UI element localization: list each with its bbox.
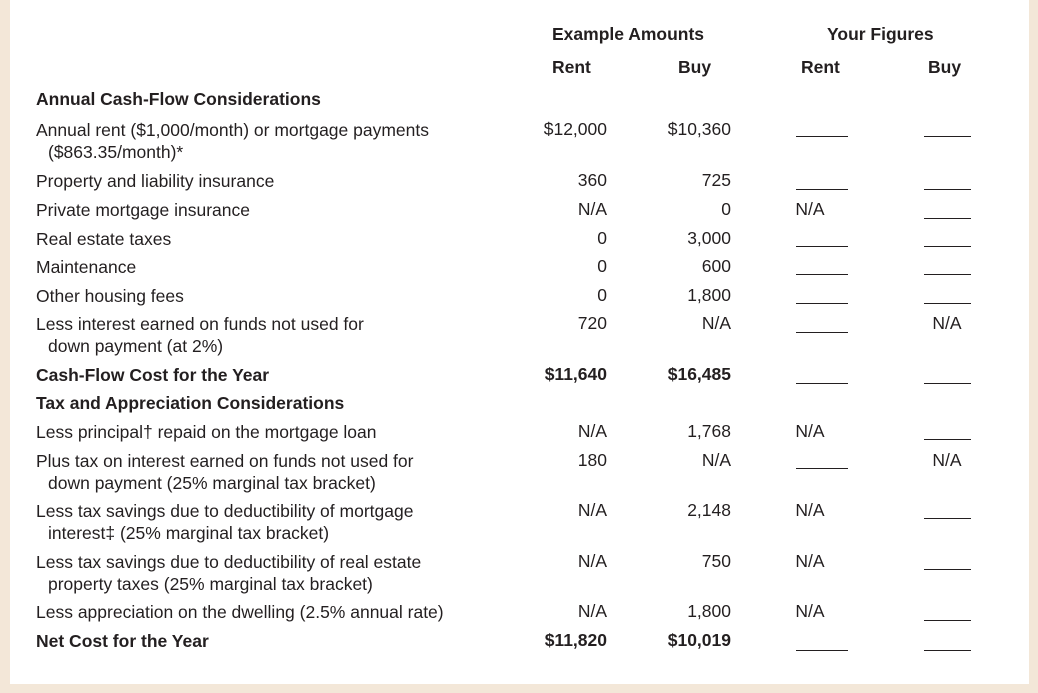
- example-rent-value: 0: [597, 256, 607, 276]
- your-rent-blank[interactable]: [796, 383, 848, 384]
- row-label: Plus tax on interest earned on funds not used for: [36, 451, 414, 471]
- your-buy-value: N/A: [932, 313, 962, 333]
- your-buy-blank[interactable]: [924, 650, 971, 651]
- cash-flow-cost-label: Cash-Flow Cost for the Year: [36, 365, 270, 385]
- your-rent-value: N/A: [795, 500, 825, 520]
- your-rent-value: N/A: [795, 551, 825, 571]
- your-rent-blank[interactable]: [796, 246, 848, 247]
- example-rent-value: N/A: [577, 500, 607, 520]
- your-buy-blank[interactable]: [924, 303, 971, 304]
- your-buy-value: N/A: [932, 450, 962, 470]
- your-buy-blank[interactable]: [924, 620, 971, 621]
- row-label: Real estate taxes: [36, 229, 172, 249]
- example-buy-value: 600: [701, 256, 731, 276]
- example-buy-net: $10,019: [667, 630, 731, 650]
- net-cost-label: Net Cost for the Year: [36, 631, 209, 651]
- row-label-cont: down payment (25% marginal tax bracket): [48, 473, 376, 493]
- header-example-buy: Buy: [678, 57, 712, 77]
- example-rent-value: $12,000: [543, 119, 607, 139]
- example-rent-total: $11,640: [544, 364, 607, 384]
- section-tax-heading: Tax and Appreciation Considerations: [36, 393, 345, 413]
- your-rent-blank[interactable]: [796, 468, 848, 469]
- example-buy-value: 0: [721, 199, 731, 219]
- your-buy-blank[interactable]: [924, 518, 971, 519]
- example-buy-value: 1,768: [687, 421, 731, 441]
- your-rent-blank[interactable]: [796, 189, 848, 190]
- row-label: Maintenance: [36, 257, 137, 277]
- row-label-cont: property taxes (25% marginal tax bracket): [48, 574, 373, 594]
- example-buy-total: $16,485: [667, 364, 731, 384]
- your-rent-blank[interactable]: [796, 136, 848, 137]
- example-buy-value: $10,360: [667, 119, 731, 139]
- row-label-cont: interest‡ (25% marginal tax bracket): [48, 523, 330, 543]
- example-buy-value: 1,800: [687, 285, 731, 305]
- row-label: Annual rent ($1,000/month) or mortgage payments: [36, 120, 429, 140]
- example-buy-value: N/A: [701, 313, 731, 333]
- your-rent-blank[interactable]: [796, 274, 848, 275]
- your-rent-value: N/A: [795, 199, 825, 219]
- example-rent-value: 720: [577, 313, 607, 333]
- example-buy-value: 725: [701, 170, 731, 190]
- row-label-cont: ($863.35/month)*: [48, 142, 184, 162]
- row-label: Less tax savings due to deductibility of real estate: [36, 552, 422, 572]
- your-buy-blank[interactable]: [924, 246, 971, 247]
- header-your-figures: Your Figures: [827, 24, 934, 44]
- example-rent-value: N/A: [577, 601, 607, 621]
- row-label: Other housing fees: [36, 286, 184, 306]
- header-example-rent: Rent: [552, 57, 591, 77]
- your-buy-blank[interactable]: [924, 383, 971, 384]
- example-buy-value: 750: [701, 551, 731, 571]
- your-buy-blank[interactable]: [924, 218, 971, 219]
- example-buy-value: 2,148: [687, 500, 731, 520]
- header-your-rent: Rent: [801, 57, 840, 77]
- example-rent-net: $11,820: [544, 630, 607, 650]
- your-rent-blank[interactable]: [796, 650, 848, 651]
- row-label: Property and liability insurance: [36, 171, 275, 191]
- row-label: Less tax savings due to deductibility of mortgage: [36, 501, 414, 521]
- row-label: Less appreciation on the dwelling (2.5% annual rate): [36, 602, 444, 622]
- your-rent-value: N/A: [795, 601, 825, 621]
- row-label: Less principal† repaid on the mortgage loan: [36, 422, 377, 442]
- example-rent-value: 0: [597, 228, 607, 248]
- your-buy-blank[interactable]: [924, 274, 971, 275]
- header-example-amounts: Example Amounts: [552, 24, 705, 44]
- your-rent-value: N/A: [795, 421, 825, 441]
- your-buy-blank[interactable]: [924, 136, 971, 137]
- section-cash-flow-heading: Annual Cash-Flow Considerations: [36, 89, 321, 109]
- your-buy-blank[interactable]: [924, 439, 971, 440]
- row-label-cont: down payment (at 2%): [48, 336, 224, 356]
- example-buy-value: 1,800: [687, 601, 731, 621]
- example-rent-value: N/A: [577, 199, 607, 219]
- your-rent-blank[interactable]: [796, 332, 848, 333]
- your-buy-blank[interactable]: [924, 569, 971, 570]
- example-rent-value: 360: [577, 170, 607, 190]
- example-rent-value: 0: [597, 285, 607, 305]
- example-buy-value: 3,000: [687, 228, 731, 248]
- your-buy-blank[interactable]: [924, 189, 971, 190]
- row-label: Less interest earned on funds not used for: [36, 314, 364, 334]
- example-buy-value: N/A: [701, 450, 731, 470]
- row-label: Private mortgage insurance: [36, 200, 250, 220]
- example-rent-value: N/A: [577, 421, 607, 441]
- example-rent-value: N/A: [577, 551, 607, 571]
- header-your-buy: Buy: [928, 57, 962, 77]
- example-rent-value: 180: [577, 450, 607, 470]
- your-rent-blank[interactable]: [796, 303, 848, 304]
